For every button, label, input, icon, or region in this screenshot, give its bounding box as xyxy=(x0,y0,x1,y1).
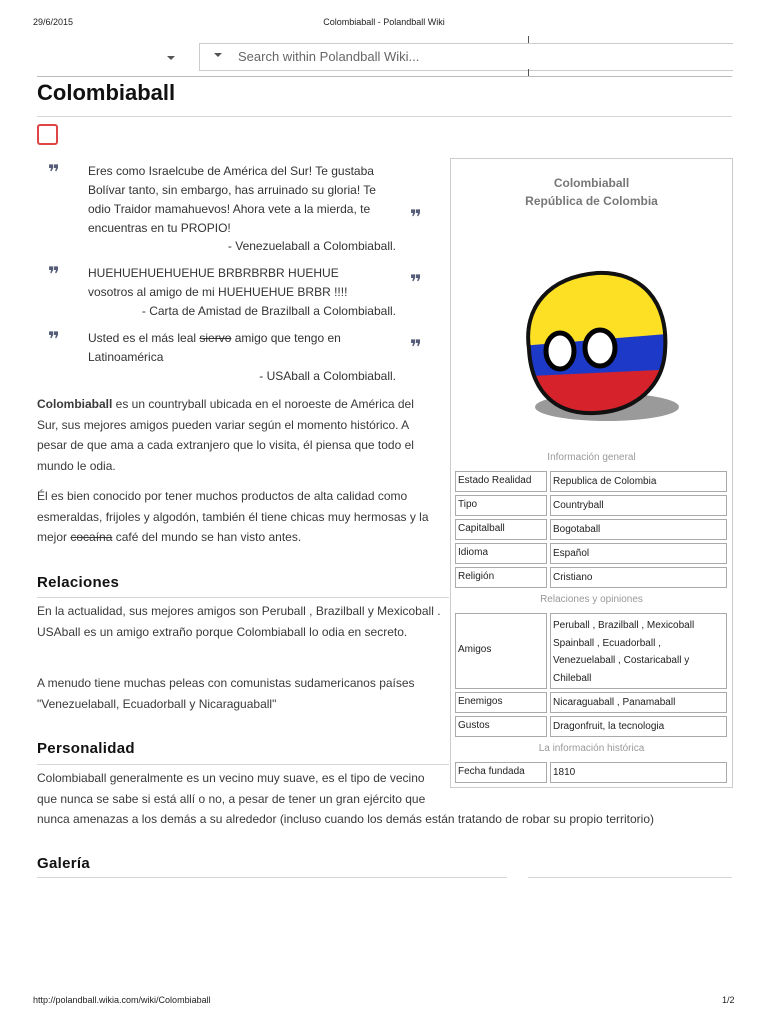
infobox-label: Idioma xyxy=(455,543,547,564)
infobox-value: Nicaraguaball , Panamaball xyxy=(550,692,727,713)
products-paragraph xyxy=(37,486,432,548)
print-date: 29/6/2015 xyxy=(33,17,74,27)
personalidad-line: que nunca se sabe si está allí o no, a pesar de tener un gran ejército que xyxy=(37,792,426,806)
infobox-label: Religión xyxy=(455,567,547,588)
struck-word: siervo xyxy=(199,331,232,345)
checkbox-icon[interactable] xyxy=(37,124,58,145)
left-eye xyxy=(546,333,574,369)
quote-attribution: - Carta de Amistad de Brazilball a Colombiaball. xyxy=(141,304,396,318)
close-quote-icon: ❜❜ xyxy=(410,270,420,294)
divider xyxy=(37,597,449,598)
close-quote-icon: ❜❜ xyxy=(410,205,420,229)
divider xyxy=(528,877,732,878)
paragraph-text: café del mundo se han visto antes. xyxy=(112,530,302,544)
infobox-section-general: Información general xyxy=(547,452,636,463)
infobox-value: Dragonfruit, la tecnologia xyxy=(550,716,727,737)
open-quote-icon: ❜❜ xyxy=(48,327,58,351)
divider xyxy=(37,764,449,765)
open-quote-icon: ❜❜ xyxy=(48,262,58,286)
page-title: Colombiaball xyxy=(37,80,176,105)
infobox-title: Colombiaball xyxy=(553,176,630,190)
infobox-label: Fecha fundada xyxy=(455,762,547,783)
colombiaball-image xyxy=(509,259,679,429)
intro-text: es un countryball ubicada en el noroeste de América del Sur, sus mejores amigos pueden variar según el momento histórico. A pesar de que ama a cada extranjero que lo visita, él piensa que todo el mundo le odia. xyxy=(37,397,414,473)
open-quote-icon: ❜❜ xyxy=(48,160,58,184)
infobox-label: Estado Realidad xyxy=(455,471,547,492)
quote-attribution: - Venezuelaball a Colombiaball. xyxy=(227,239,396,253)
section-heading-relaciones: Relaciones xyxy=(37,574,120,591)
infobox-label: Capitalball xyxy=(455,519,547,540)
infobox-section-relations: Relaciones y opiniones xyxy=(540,594,643,605)
amigos-line: Peruball , Brazilball , Mexicoball xyxy=(553,620,695,631)
paragraph-text: Él es bien conocido por tener muchos productos de alta calidad como esmeraldas, frijoles y algodón, también él tiene chicas muy hermosas y la mejor xyxy=(37,489,429,544)
print-page-title: Colombiaball - Polandball Wiki xyxy=(323,17,445,27)
print-page-number: 1/2 xyxy=(722,995,735,1005)
infobox-label: Gustos xyxy=(455,716,547,737)
chevron-down-icon[interactable] xyxy=(214,53,222,57)
divider xyxy=(37,76,732,77)
struck-word: cocaína xyxy=(70,530,113,544)
infobox-value: Español xyxy=(550,543,727,564)
infobox-label: Amigos xyxy=(455,613,547,689)
search-input[interactable] xyxy=(199,43,733,71)
quote-attribution: - USAball a Colombiaball. xyxy=(259,369,396,383)
amigos-line: Chileball xyxy=(553,672,592,684)
chevron-down-icon[interactable] xyxy=(167,56,175,60)
close-quote-icon: ❜❜ xyxy=(410,335,420,359)
divider xyxy=(37,877,507,878)
quote-text: HUEHUEHUEHUEHUE BRBRBRBR HUEHUE vosotros al amigo de mi HUEHUEHUE BRBR !!!! xyxy=(88,266,348,299)
amigos-line: Venezuelaball , Costaricaball y xyxy=(553,655,690,666)
infobox-section-history: La información histórica xyxy=(538,743,645,754)
infobox xyxy=(450,158,733,788)
quote-text-part: amigo que tengo en Latinoamérica xyxy=(88,331,341,364)
section-heading-personalidad: Personalidad xyxy=(37,740,135,757)
relaciones-paragraph: En la actualidad, sus mejores amigos son Peruball , Brazilball y Mexicoball . USAball es un amigo extraño porque Colombiaball lo odia en secreto. xyxy=(37,604,441,639)
infobox-value: Bogotaball xyxy=(550,519,727,540)
intro-bold-name: Colombiaball xyxy=(37,397,113,411)
print-url: http://polandball.wikia.com/wiki/Colombiaball xyxy=(33,995,211,1005)
personalidad-line: Colombiaball generalmente es un vecino muy suave, es el tipo de vecino xyxy=(37,771,425,785)
infobox-label: Enemigos xyxy=(455,692,547,713)
intro-paragraph xyxy=(37,394,432,476)
right-eye xyxy=(585,330,615,366)
quote-text xyxy=(88,329,368,367)
quote-text: Eres como Israelcube de América del Sur! Te gustaba Bolívar tanto, sin embargo, has arruinado su gloria! Te odio Traidor mamahuevos! Ahora vete a la mierda, te encuentras en tu PROPIO! xyxy=(88,164,376,235)
section-heading-galeria: Galería xyxy=(37,855,90,872)
search-placeholder: Search within Polandball Wiki... xyxy=(238,49,420,64)
infobox-subtitle: República de Colombia xyxy=(525,194,658,208)
infobox-value: Cristiano xyxy=(550,567,727,588)
infobox-value-amigos xyxy=(550,613,727,689)
divider xyxy=(37,116,732,117)
infobox-value: 1810 xyxy=(550,762,727,783)
infobox-value: Countryball xyxy=(550,495,727,516)
infobox-label: Tipo xyxy=(455,495,547,516)
quote-text-part: Usted es el más leal xyxy=(88,331,200,345)
personalidad-line: nunca amenazas a los demás a su alrededor (incluso cuando los demás están tratando de robar su propio territorio) xyxy=(37,812,655,826)
infobox-value: Republica de Colombia xyxy=(550,471,727,492)
relaciones-paragraph: A menudo tiene muchas peleas con comunistas sudamericanos países "Venezuelaball, Ecuadorball y Nicaraguaball" xyxy=(37,676,415,711)
amigos-line: Spainball , Ecuadorball , xyxy=(553,637,661,649)
